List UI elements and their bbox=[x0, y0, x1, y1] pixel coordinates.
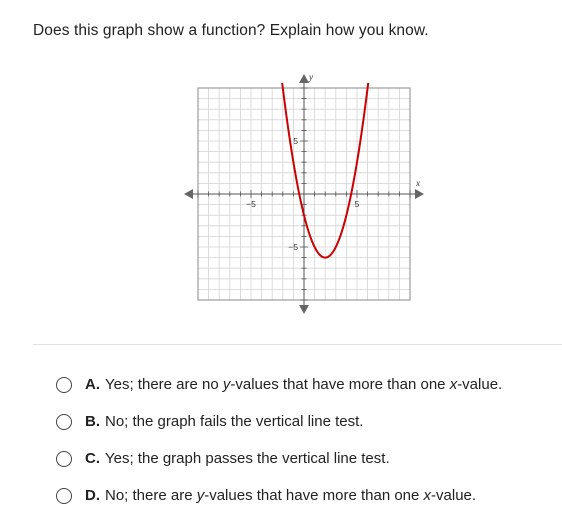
choice-letter: B. bbox=[85, 413, 100, 430]
x-axis-right-arrow-icon bbox=[415, 189, 424, 199]
choice-label bbox=[85, 487, 476, 504]
choice-text-segment: Yes; there are no bbox=[105, 376, 223, 393]
choice-text-segment: -value. bbox=[457, 376, 503, 393]
coordinate-plane bbox=[184, 70, 428, 316]
x-tick-label-5: 5 bbox=[354, 199, 360, 209]
choice-letter: C. bbox=[85, 450, 100, 467]
function-graph bbox=[184, 70, 428, 316]
axes bbox=[184, 74, 424, 314]
choice-text-segment: No; there are bbox=[105, 487, 197, 504]
variable-text: y bbox=[222, 376, 231, 393]
question-text: Does this graph show a function? Explain how you know. bbox=[33, 22, 429, 39]
choice-label bbox=[85, 376, 502, 393]
answer-choice-a[interactable] bbox=[56, 366, 556, 403]
variable-text: x bbox=[449, 376, 458, 393]
answer-choice-b[interactable] bbox=[56, 403, 556, 440]
variable-text: y bbox=[196, 487, 205, 504]
choice-text-segment: Yes; the graph passes the vertical line test. bbox=[105, 450, 390, 467]
y-axis-down-arrow-icon bbox=[299, 305, 309, 314]
choice-label bbox=[85, 450, 390, 467]
answer-choice-d[interactable] bbox=[56, 477, 556, 514]
x-axis-left-arrow-icon bbox=[184, 189, 193, 199]
radio-button[interactable] bbox=[56, 414, 72, 430]
choice-text-segment: -values that have more than one bbox=[204, 487, 424, 504]
y-tick-label-5: 5 bbox=[293, 136, 298, 146]
y-axis-label: y bbox=[309, 72, 313, 82]
choice-label bbox=[85, 413, 363, 430]
radio-button[interactable] bbox=[56, 377, 72, 393]
answer-choices bbox=[56, 366, 556, 514]
choice-text-segment: -value. bbox=[431, 487, 477, 504]
radio-button[interactable] bbox=[56, 451, 72, 467]
y-axis-up-arrow-icon bbox=[299, 74, 309, 83]
x-axis-label: x bbox=[416, 178, 420, 188]
choice-letter: A. bbox=[85, 376, 100, 393]
variable-text: x bbox=[423, 487, 432, 504]
choice-text-segment: -values that have more than one bbox=[230, 376, 450, 393]
x-tick-label-neg5: −5 bbox=[246, 199, 256, 209]
y-tick-label-neg5: −5 bbox=[288, 242, 298, 252]
choice-letter: D. bbox=[85, 487, 100, 504]
section-divider bbox=[33, 344, 562, 345]
choice-text-segment: No; the graph fails the vertical line test. bbox=[105, 413, 364, 430]
answer-choice-c[interactable] bbox=[56, 440, 556, 477]
radio-button[interactable] bbox=[56, 488, 72, 504]
